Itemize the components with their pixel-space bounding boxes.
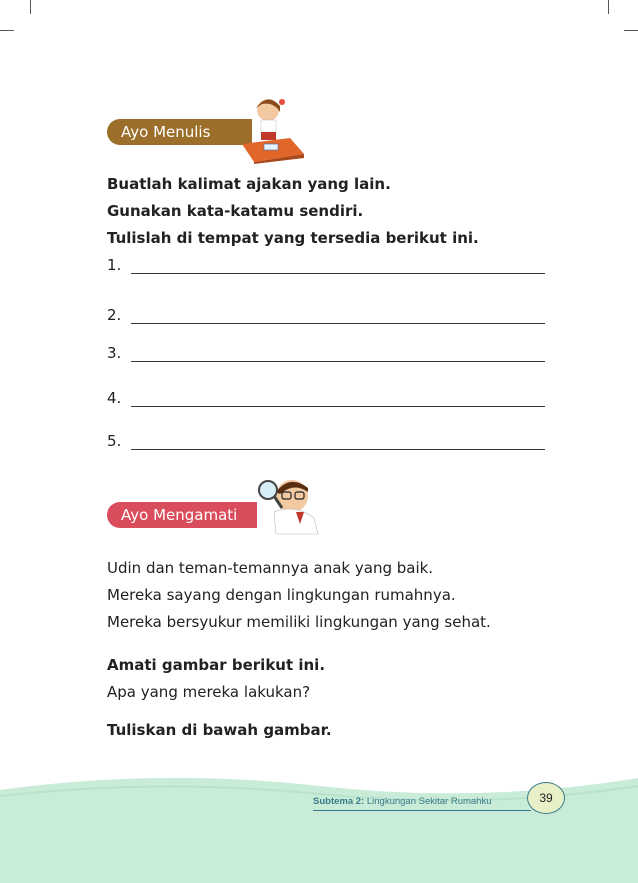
task-write-instruction: Tuliskan di bawah gambar. [107, 721, 332, 739]
task-instruction: Amati gambar berikut ini. [107, 656, 326, 674]
answer-number: 2. [107, 306, 122, 324]
subtema-title: Lingkungan Sekitar Rumahku [366, 796, 492, 807]
paragraph-line: Udin dan teman-temannya anak yang baik. [107, 559, 434, 577]
ayo-menulis-banner: Ayo Menulis [107, 119, 252, 145]
girl-writing-illustration [240, 92, 306, 164]
answer-number: 3. [107, 344, 122, 362]
paragraph-line: Mereka sayang dengan lingkungan rumahnya. [107, 586, 456, 604]
footer-underline [313, 810, 531, 811]
instruction-line: Tulislah di tempat yang tersedia berikut ini. [107, 229, 479, 247]
paragraph-line: Mereka bersyukur memiliki lingkungan yang sehat. [107, 613, 491, 631]
answer-line[interactable] [107, 306, 547, 330]
writing-rule [131, 361, 545, 362]
instruction-line: Buatlah kalimat ajakan yang lain. [107, 175, 391, 193]
task-question: Apa yang mereka lakukan? [107, 683, 311, 701]
writing-rule [131, 273, 545, 274]
answer-line[interactable] [107, 256, 547, 280]
instruction-line: Gunakan kata-katamu sendiri. [107, 202, 364, 220]
writing-rule [131, 449, 545, 450]
answer-line[interactable] [107, 344, 547, 368]
writing-rule [131, 406, 545, 407]
subtema-label: Subtema 2: [313, 796, 365, 807]
page-number: 39 [527, 782, 565, 814]
crop-mark [624, 30, 638, 31]
answer-number: 4. [107, 389, 122, 407]
answer-number: 5. [107, 432, 122, 450]
answer-line[interactable] [107, 432, 547, 456]
footer-subtema [313, 796, 492, 807]
writing-rule [131, 323, 545, 324]
crop-mark [0, 30, 14, 31]
boy-magnifier-illustration [252, 474, 324, 536]
ayo-mengamati-banner: Ayo Mengamati [107, 502, 257, 528]
crop-mark [608, 0, 609, 14]
answer-line[interactable] [107, 389, 547, 413]
crop-mark [30, 0, 31, 14]
footer-wave [0, 760, 638, 883]
answer-number: 1. [107, 256, 122, 274]
